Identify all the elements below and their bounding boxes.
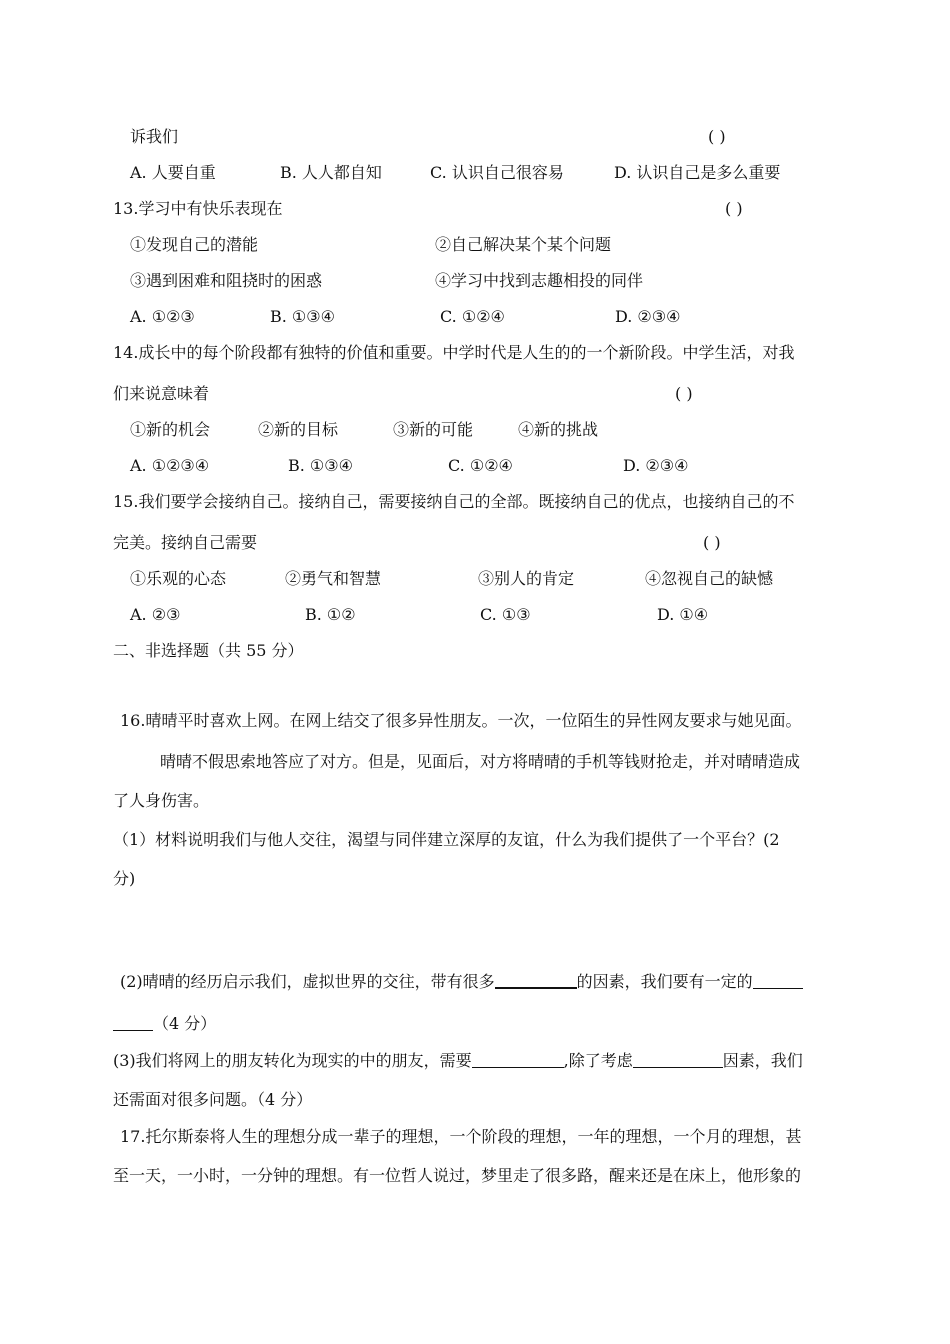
q12-answer-paren: ( ) bbox=[708, 127, 726, 146]
q15-item-4: ④忽视自己的缺憾 bbox=[645, 569, 774, 588]
q15-option-b: B. ①② bbox=[305, 605, 356, 624]
q15-item-1: ①乐观的心态 bbox=[130, 569, 227, 588]
q15-option-d: D. ①④ bbox=[657, 605, 709, 624]
q16-sub2-blank-1[interactable] bbox=[495, 973, 577, 989]
q16-sub1-line1: （1）材料说明我们与他人交往，渴望与同伴建立深厚的友谊，什么为我们提供了一个平台？(2 bbox=[113, 830, 780, 849]
q14-answer-paren: ( ) bbox=[675, 384, 693, 403]
q13-item-4: ④学习中找到志趣相投的同伴 bbox=[435, 271, 644, 290]
q16-sub2-line2 bbox=[113, 1014, 216, 1034]
q12-option-d: D. 认识自己是多么重要 bbox=[614, 163, 781, 182]
q16-sub3-text-c: 因素，我们 bbox=[722, 1051, 803, 1070]
q16-sub2-text-a: (2)晴晴的经历启示我们，虚拟世界的交往，带有很多 bbox=[120, 972, 495, 991]
q14-item-3: ③新的可能 bbox=[393, 420, 474, 439]
q14-option-a: A. ①②③④ bbox=[130, 456, 210, 475]
q13-item-1: ①发现自己的潜能 bbox=[130, 235, 259, 254]
q14-stem-line1: 14.成长中的每个阶段都有独特的价值和重要。中学时代是人生的的一个新阶段。中学生活，对我 bbox=[113, 343, 795, 362]
q16-sub2-blank-2-cont[interactable] bbox=[113, 1016, 153, 1031]
q16-sub3-text-a: (3)我们将网上的朋友转化为现实的中的朋友，需要 bbox=[113, 1051, 472, 1070]
q16-sub3-line2: 还需面对很多问题。（4 分） bbox=[113, 1090, 313, 1109]
q13-option-c: C. ①②④ bbox=[440, 307, 505, 326]
q12-option-b: B. 人人都自知 bbox=[280, 163, 382, 182]
q14-item-4: ④新的挑战 bbox=[518, 420, 599, 439]
q14-item-1: ①新的机会 bbox=[130, 420, 211, 439]
q15-option-c: C. ①③ bbox=[480, 605, 531, 624]
q15-stem-line1: 15.我们要学会接纳自己。接纳自己，需要接纳自己的全部。既接纳自己的优点，也接纳自己的不 bbox=[113, 492, 795, 511]
q16-sub3-blank-1[interactable] bbox=[472, 1053, 564, 1068]
q13-option-a: A. ①②③ bbox=[130, 307, 195, 326]
q13-item-3: ③遇到困难和阻挠时的困惑 bbox=[130, 271, 323, 290]
q16-material-line1: 16.晴晴平时喜欢上网。在网上结交了很多异性朋友。一次，一位陌生的异性网友要求与她见面。 bbox=[120, 711, 802, 730]
q14-option-d: D. ②③④ bbox=[623, 456, 689, 475]
q13-stem: 13.学习中有快乐表现在 bbox=[113, 199, 283, 218]
q15-stem-line2: 完美。接纳自己需要 bbox=[113, 533, 258, 552]
q16-sub2-text-b: 的因素，我们要有一定的 bbox=[576, 972, 753, 991]
q16-sub2-line1 bbox=[120, 972, 803, 992]
q15-answer-paren: ( ) bbox=[703, 533, 721, 552]
q17-line2: 至一天，一小时，一分钟的理想。有一位哲人说过，梦里走了很多路，醒来还是在床上，他形象的 bbox=[113, 1166, 802, 1185]
q14-option-c: C. ①②④ bbox=[448, 456, 513, 475]
q14-item-2: ②新的目标 bbox=[258, 420, 339, 439]
q13-option-d: D. ②③④ bbox=[615, 307, 681, 326]
q16-sub3-text-b: ,除了考虑 bbox=[563, 1051, 633, 1070]
q13-answer-paren: ( ) bbox=[725, 199, 743, 218]
q12-stem-tail: 诉我们 bbox=[130, 127, 179, 146]
q14-option-b: B. ①③④ bbox=[288, 456, 353, 475]
q16-sub3-blank-2[interactable] bbox=[633, 1053, 723, 1068]
q12-option-a: A. 人要自重 bbox=[130, 163, 216, 182]
q12-option-c: C. 认识自己很容易 bbox=[430, 163, 564, 182]
q16-material-line2: 晴晴不假思索地答应了对方。但是，见面后，对方将晴晴的手机等钱财抢走，并对晴晴造成 bbox=[160, 752, 801, 771]
q16-sub3-line1 bbox=[113, 1051, 803, 1071]
q17-line1: 17.托尔斯泰将人生的理想分成一辈子的理想，一个阶段的理想，一年的理想，一个月的理想，甚 bbox=[120, 1127, 802, 1146]
section-2-title: 二、非选择题（共 55 分） bbox=[113, 641, 304, 660]
q14-stem-line2: 们来说意味着 bbox=[113, 384, 210, 403]
q13-option-b: B. ①③④ bbox=[270, 307, 335, 326]
q15-item-2: ②勇气和智慧 bbox=[285, 569, 382, 588]
q13-item-2: ②自己解决某个某个问题 bbox=[435, 235, 612, 254]
q16-sub1-line2: 分) bbox=[113, 869, 136, 888]
q15-item-3: ③别人的肯定 bbox=[478, 569, 575, 588]
q16-sub2-blank-2[interactable] bbox=[753, 974, 803, 989]
q15-option-a: A. ②③ bbox=[130, 605, 181, 624]
q16-sub2-score: （4 分） bbox=[153, 1014, 217, 1033]
q16-material-line3: 了人身伤害。 bbox=[113, 791, 210, 810]
